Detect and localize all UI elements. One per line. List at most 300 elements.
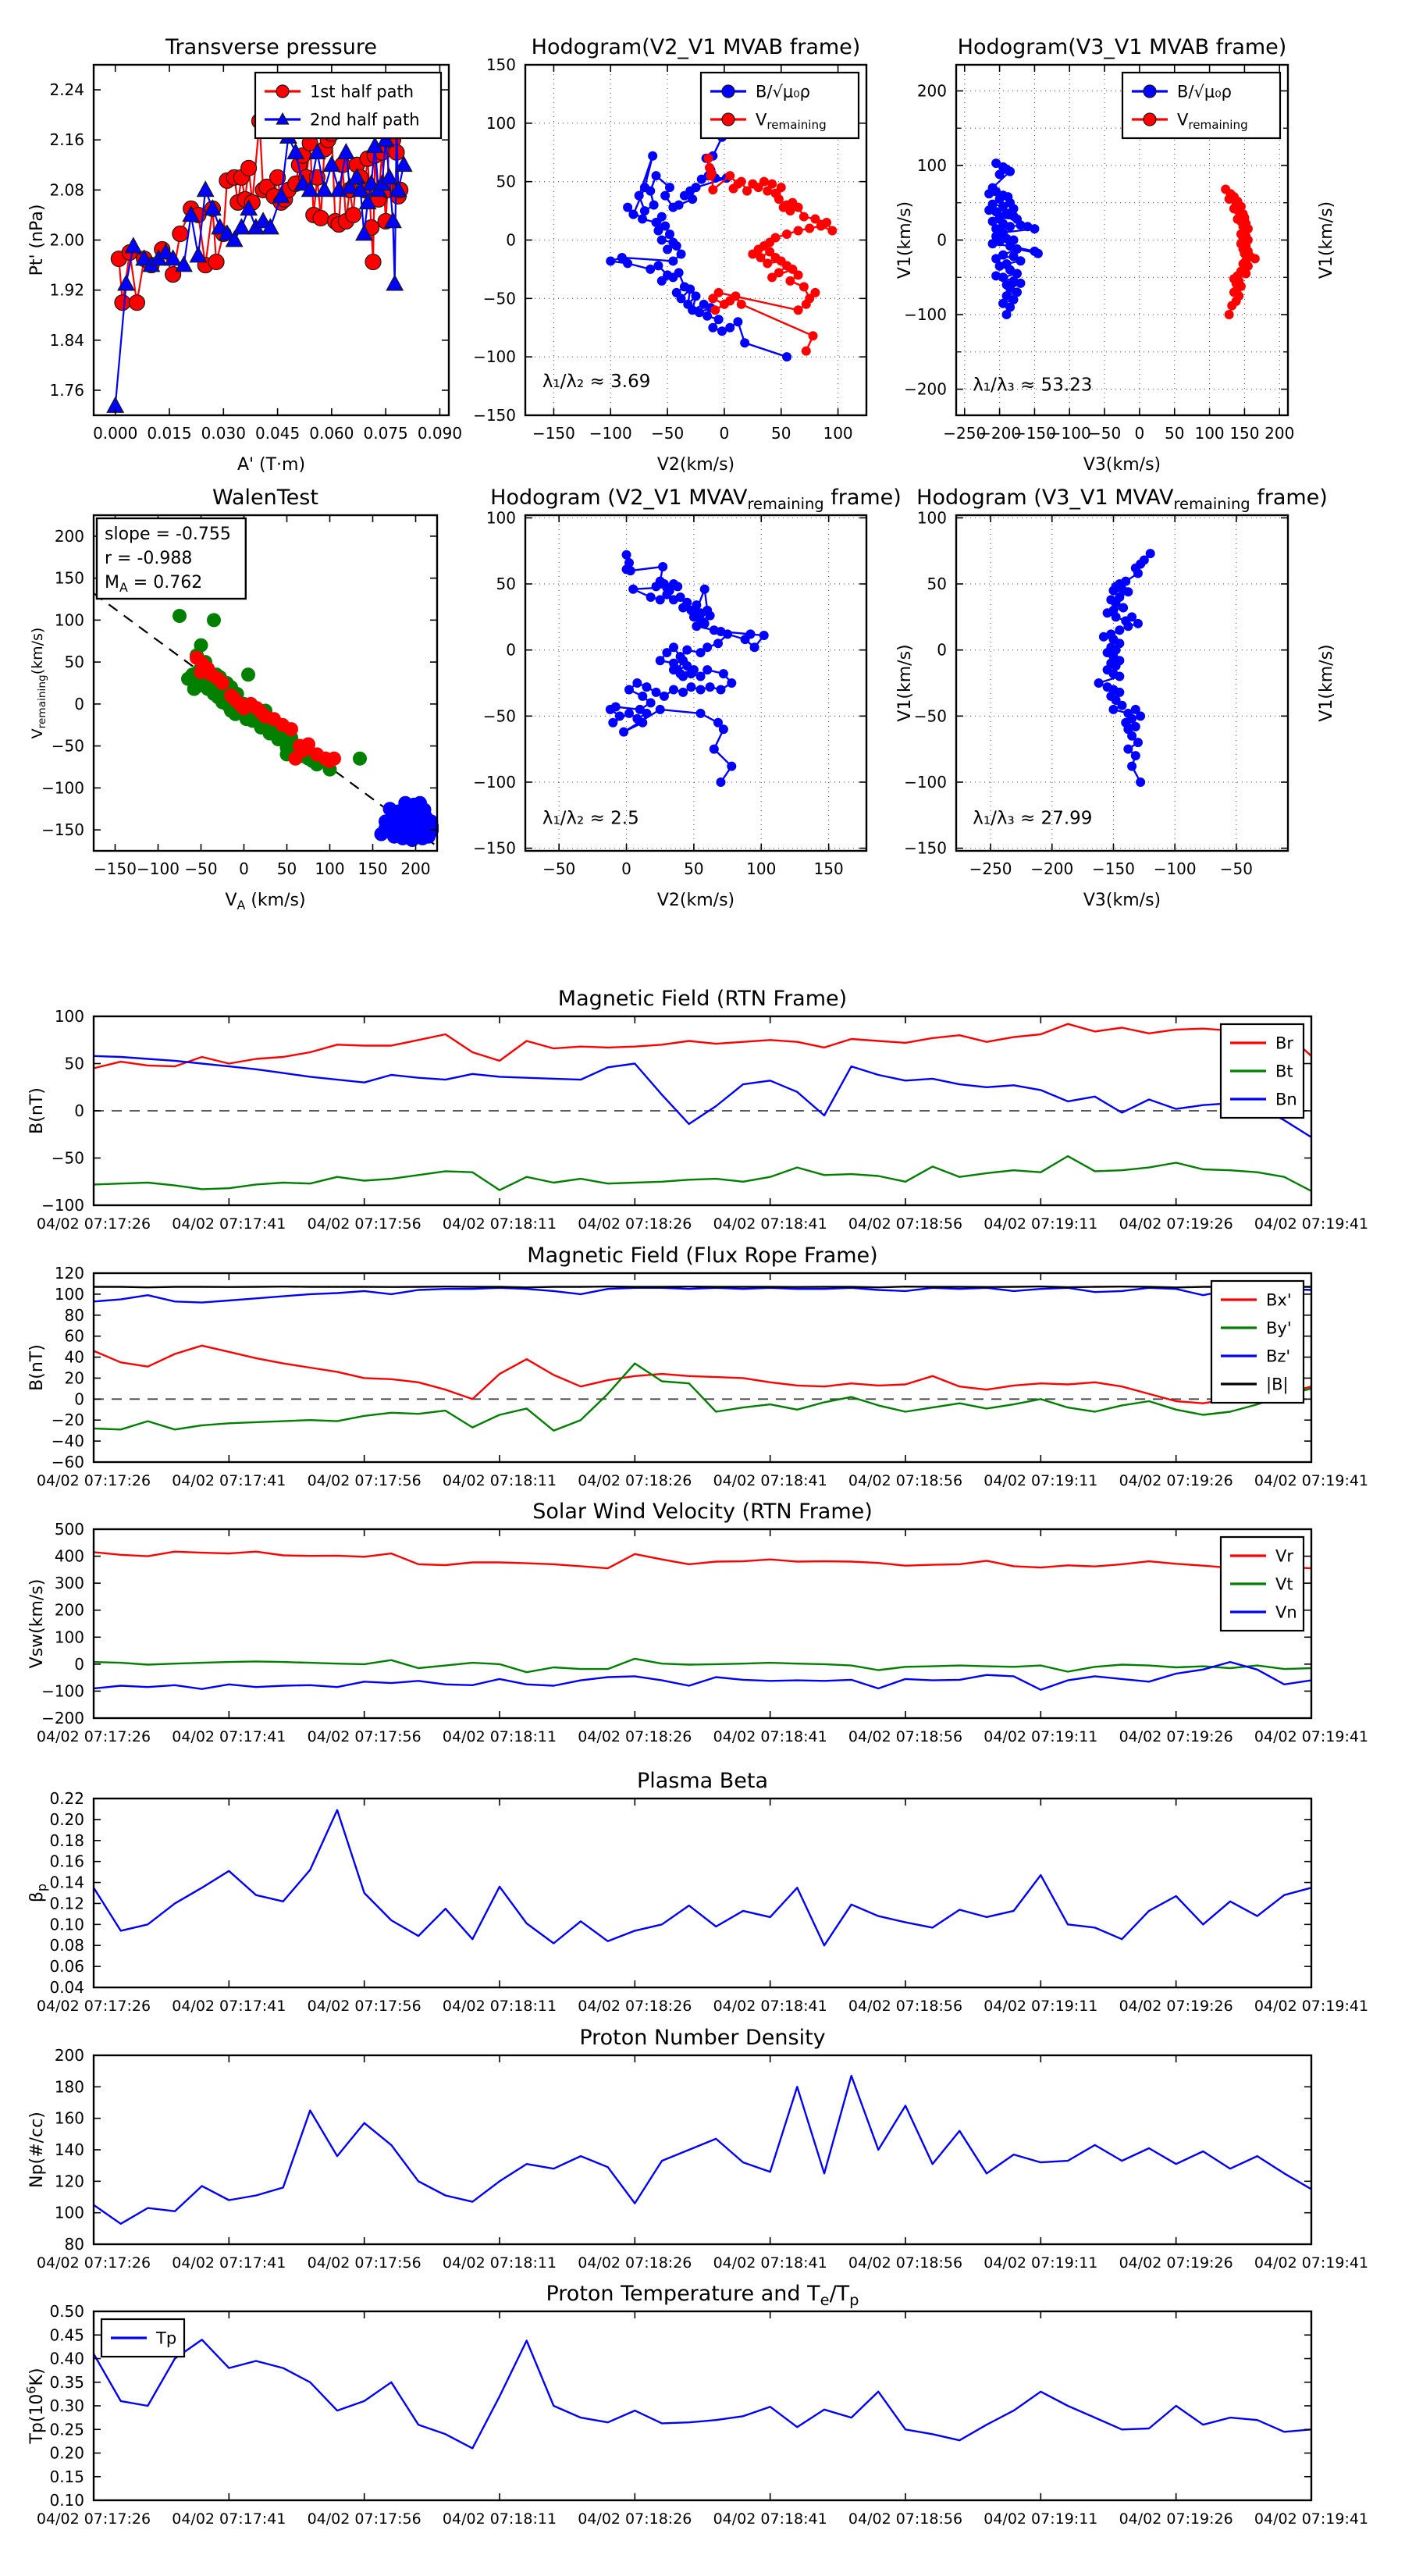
- y-tick-label: [74, 695, 84, 713]
- y-tick-label: [65, 1306, 84, 1325]
- text-part: 04/02 07:18:11: [442, 1998, 557, 2015]
- circle-marker: [737, 300, 746, 309]
- lambda-annotation: [973, 809, 1092, 829]
- y-tick-label: [937, 641, 947, 660]
- circle-marker: [1115, 625, 1124, 635]
- text-part: λ₁/λ₃ ≈ 27.99: [973, 808, 1093, 829]
- circle-marker: [794, 270, 803, 279]
- x-tick-label: [37, 1472, 151, 1489]
- text-part: 04/02 07:17:26: [36, 1472, 151, 1489]
- text-part: A: [119, 579, 128, 595]
- y-tick-label: [506, 641, 516, 660]
- circle-marker: [733, 317, 742, 326]
- circle-marker: [1119, 603, 1128, 613]
- x-tick-label: [1264, 424, 1294, 443]
- series-group: [94, 1552, 1311, 1690]
- text-part: 0: [719, 424, 730, 443]
- x-tick-label: [969, 859, 1012, 878]
- plot-frame: [94, 2311, 1311, 2500]
- legend-label: [1266, 1318, 1292, 1337]
- circle-marker: [688, 194, 697, 204]
- y-tick-label: [49, 2373, 84, 2392]
- text-part: 04/02 07:18:11: [442, 1472, 557, 1489]
- text-part: 100: [315, 859, 345, 878]
- circle-marker: [276, 85, 289, 98]
- x-axis-label: [657, 891, 735, 910]
- circle-marker: [646, 592, 656, 602]
- circle-marker: [702, 311, 712, 321]
- panel-hodogram-v3v1-mvav: [904, 486, 1336, 910]
- text-part: 04/02 07:18:41: [713, 1728, 827, 1745]
- text-part: 04/02 07:18:56: [848, 1472, 963, 1489]
- circle-marker: [680, 191, 689, 201]
- text-part: 2.24: [49, 80, 84, 100]
- text-part: 04/02 07:18:26: [578, 2254, 692, 2272]
- circle-marker: [1144, 113, 1156, 126]
- text-part: Magnetic Field (Flux Rope Frame): [527, 1244, 878, 1268]
- x-tick-label: [578, 1215, 692, 1233]
- circle-marker: [353, 752, 367, 766]
- text-part: Magnetic Field (RTN Frame): [557, 987, 848, 1011]
- panel-hodogram-v2v1-mvav: [473, 486, 915, 910]
- text-part: 04/02 07:17:41: [172, 2510, 286, 2528]
- text-part: 0.015: [147, 424, 192, 443]
- circle-marker: [740, 338, 749, 347]
- legend-label: [1275, 1603, 1297, 1621]
- circle-marker: [1016, 256, 1025, 265]
- text-part: −60: [51, 1453, 84, 1471]
- y-axis-label: [1317, 644, 1336, 721]
- panel-walen-test: [29, 486, 440, 913]
- text-part: 04/02 07:17:41: [172, 1215, 286, 1233]
- x-tick-label: [172, 2254, 286, 2272]
- text-part: 04/02 07:19:41: [1254, 1998, 1369, 2015]
- plot-frame: [956, 515, 1288, 851]
- y-axis-label: [29, 628, 48, 739]
- circle-marker: [984, 205, 994, 215]
- text-part: remaining: [1188, 117, 1248, 132]
- y-tick-label: [52, 1149, 84, 1168]
- x-tick-label: [578, 1472, 692, 1489]
- circle-marker: [774, 194, 784, 204]
- y-tick-label: [65, 1327, 84, 1346]
- text-part: 200: [400, 859, 431, 878]
- text-part: 04/02 07:19:26: [1119, 1998, 1233, 2015]
- circle-marker: [662, 648, 671, 657]
- text-part: V: [756, 110, 767, 130]
- text-part: 0: [506, 640, 516, 660]
- x-tick-label: [201, 424, 246, 443]
- text-part: 300: [54, 1574, 84, 1593]
- y-tick-label: [65, 653, 84, 671]
- x-tick-label: [37, 1998, 151, 2015]
- text-part: −50: [650, 424, 685, 443]
- text-part: V3(km/s): [1083, 455, 1161, 475]
- circle-marker: [1123, 621, 1133, 631]
- text-part: B(nT): [27, 1344, 47, 1391]
- y-tick-label: [927, 575, 947, 593]
- text-part: Br: [1275, 1034, 1294, 1053]
- panel-title: [212, 486, 318, 510]
- circle-marker: [313, 210, 329, 226]
- circle-marker: [678, 603, 688, 613]
- text-part: 100: [746, 859, 777, 878]
- text-part: By': [1266, 1318, 1292, 1338]
- text-part: 2.00: [49, 230, 84, 250]
- x-tick-label: [621, 859, 631, 878]
- y-tick-label: [49, 281, 84, 300]
- text-part: 04/02 07:17:26: [36, 1998, 151, 2015]
- text-part: V2(km/s): [656, 891, 735, 910]
- x-tick-label: [1194, 424, 1224, 443]
- y-tick-label: [49, 2396, 84, 2415]
- text-part: 50: [496, 575, 516, 594]
- y-tick-label: [41, 820, 84, 839]
- text-part: remaining: [747, 494, 824, 513]
- text-part: −200: [904, 379, 947, 399]
- circle-marker: [622, 550, 631, 560]
- circle-marker: [624, 709, 634, 718]
- panel-magnetic-field-rtn: [27, 987, 1368, 1233]
- text-part: 0.090: [417, 424, 463, 443]
- text-part: 0.25: [49, 2420, 84, 2439]
- text-part: 0.12: [49, 1894, 84, 1913]
- circle-marker: [706, 611, 715, 621]
- text-part: −150: [94, 859, 137, 878]
- y-tick-label: [49, 2444, 84, 2463]
- panel-title: [916, 486, 1328, 513]
- circle-marker: [719, 724, 728, 734]
- circle-marker: [725, 171, 735, 180]
- text-part: 04/02 07:19:11: [984, 1998, 1098, 2015]
- text-part: 100: [54, 1628, 84, 1647]
- circle-marker: [646, 265, 655, 274]
- y-tick-label: [496, 575, 516, 593]
- y-tick-label: [65, 1368, 84, 1387]
- text-part: 50: [684, 859, 704, 878]
- lambda-annotation: [973, 375, 1092, 396]
- x-tick-label: [578, 2510, 692, 2528]
- text-part: Vr: [1275, 1546, 1293, 1566]
- x-tick-label: [984, 1998, 1097, 2015]
- x-tick-label: [357, 859, 387, 878]
- circle-marker: [1133, 568, 1143, 578]
- circle-marker: [995, 262, 1005, 271]
- y-tick-label: [49, 381, 84, 400]
- triangle-marker: [233, 219, 250, 233]
- text-part: −100: [904, 305, 947, 325]
- circle-marker: [719, 669, 728, 678]
- y-tick-label: [52, 1453, 84, 1471]
- x-tick-label: [1229, 424, 1259, 443]
- text-part: /T: [829, 2282, 850, 2306]
- y-tick-label: [49, 130, 84, 149]
- circle-marker: [991, 271, 1001, 280]
- text-part: e: [820, 2290, 830, 2309]
- text-part: 0.30: [49, 2396, 84, 2415]
- circle-marker: [1005, 167, 1015, 176]
- stats-line: [105, 549, 192, 568]
- y-tick-label: [55, 1007, 84, 1026]
- y-tick-label: [74, 1655, 84, 1674]
- x-tick-label: [746, 859, 776, 878]
- text-part: 180: [54, 2077, 84, 2097]
- text-part: λ₁/λ₃ ≈ 53.23: [973, 375, 1093, 396]
- circle-marker: [707, 169, 717, 178]
- circle-marker: [1123, 745, 1133, 754]
- x-tick-label: [1220, 859, 1253, 878]
- panel-hodogram-v3v1-mvab: [904, 35, 1336, 475]
- legend-label: [1275, 1090, 1297, 1108]
- panel-proton-number-density: [27, 2026, 1368, 2272]
- circle-marker: [1094, 678, 1104, 688]
- x-tick-label: [147, 424, 191, 443]
- x-tick-label: [172, 1215, 286, 1233]
- x-tick-label: [277, 859, 297, 878]
- circle-marker: [692, 621, 701, 631]
- y-tick-label: [486, 55, 516, 74]
- series-group: [94, 2076, 1311, 2224]
- circle-marker: [794, 203, 803, 212]
- text-part: 0: [74, 694, 84, 713]
- x-tick-label: [184, 859, 217, 878]
- y-tick-label: [49, 231, 84, 250]
- text-part: 100: [54, 610, 84, 630]
- text-part: 0: [937, 640, 947, 660]
- text-part: 04/02 07:18:56: [848, 2510, 963, 2528]
- text-part: Bz': [1266, 1347, 1291, 1366]
- circle-marker: [794, 305, 803, 315]
- legend-label: [1177, 82, 1232, 101]
- plot-frame: [94, 1273, 1311, 1462]
- text-part: −150: [1012, 424, 1056, 443]
- series-By': [94, 1364, 1311, 1431]
- x-tick-label: [848, 1998, 962, 2015]
- circle-marker: [750, 642, 759, 652]
- text-part: 2.08: [49, 180, 84, 200]
- x-tick-label: [94, 859, 137, 878]
- y-tick-label: [486, 508, 516, 527]
- text-part: 04/02 07:19:26: [1119, 2254, 1233, 2272]
- y-tick-label: [74, 1101, 84, 1120]
- x-axis-label: [237, 455, 305, 475]
- text-part: 04/02 07:18:26: [578, 2510, 692, 2528]
- text-part: 150: [1229, 424, 1260, 443]
- circle-marker: [717, 326, 727, 336]
- x-tick-label: [1254, 1472, 1368, 1489]
- text-part: 150: [357, 859, 388, 878]
- circle-marker: [668, 203, 678, 212]
- circle-marker: [696, 672, 706, 681]
- text-part: −250: [969, 859, 1012, 878]
- text-part: −20: [51, 1411, 84, 1430]
- text-part: 0.045: [254, 424, 301, 443]
- circle-marker: [1103, 608, 1112, 617]
- circle-marker: [1136, 777, 1145, 787]
- circle-marker: [767, 272, 777, 282]
- text-part: |B|: [1266, 1375, 1289, 1394]
- circle-marker: [411, 799, 425, 813]
- panel-proton-temperature: [24, 2282, 1368, 2528]
- text-part: 04/02 07:18:11: [442, 1215, 557, 1233]
- circle-marker: [802, 347, 811, 356]
- panel-title: [527, 1244, 877, 1268]
- x-tick-label: [308, 2510, 422, 2528]
- y-tick-label: [917, 508, 947, 527]
- circle-marker: [1225, 310, 1234, 319]
- y-tick-label: [917, 156, 947, 175]
- circle-marker: [696, 709, 706, 718]
- text-part: B/√μ₀ρ: [1177, 82, 1232, 101]
- circle-marker: [1030, 224, 1039, 233]
- text-part: p: [849, 2290, 859, 2309]
- text-part: 200: [54, 2046, 84, 2065]
- text-part: B/√μ₀ρ: [756, 82, 810, 101]
- text-part: −100: [1153, 859, 1197, 878]
- circle-marker: [678, 688, 688, 697]
- y-tick-label: [52, 737, 84, 756]
- text-part: 04/02 07:19:11: [984, 1472, 1098, 1489]
- text-part: 04/02 07:18:56: [848, 1215, 963, 1233]
- text-part: 04/02 07:19:41: [1254, 1215, 1369, 1233]
- text-part: Hodogram (V3_V1 MVAV: [916, 486, 1174, 510]
- circle-marker: [686, 682, 695, 692]
- text-part: 04/02 07:17:56: [307, 1215, 422, 1233]
- circle-marker: [1144, 85, 1156, 98]
- text-part: 0.060: [309, 424, 354, 443]
- circle-marker: [702, 665, 712, 674]
- text-part: 80: [64, 2235, 84, 2254]
- circle-marker: [809, 331, 818, 340]
- circle-marker: [1112, 661, 1121, 671]
- y-tick-label: [65, 2235, 84, 2254]
- circle-marker: [674, 268, 684, 277]
- y-tick-label: [49, 2302, 84, 2321]
- x-tick-label: [823, 424, 852, 443]
- text-part: −100: [473, 347, 516, 367]
- panel-solar-wind-velocity: [27, 1500, 1368, 1745]
- legend-label: [310, 82, 414, 101]
- circle-marker: [748, 249, 757, 258]
- text-part: Solar Wind Velocity (RTN Frame): [532, 1500, 873, 1524]
- circle-marker: [642, 709, 651, 718]
- panel-title: [637, 1769, 768, 1793]
- text-part: 04/02 07:19:26: [1119, 1215, 1233, 1233]
- x-tick-label: [172, 2510, 286, 2528]
- x-tick-label: [443, 1728, 557, 1745]
- text-part: 0: [621, 859, 631, 878]
- circle-marker: [759, 177, 769, 187]
- series-Bx': [94, 1346, 1311, 1404]
- circle-marker: [663, 244, 672, 254]
- text-part: 04/02 07:18:11: [442, 1728, 557, 1745]
- y-tick-label: [55, 2204, 84, 2222]
- text-part: 04/02 07:18:56: [848, 2254, 963, 2272]
- text-part: Hodogram(V2_V1 MVAB frame): [531, 35, 861, 59]
- y-tick-label: [49, 2467, 84, 2486]
- circle-marker: [700, 619, 710, 628]
- text-part: Vsw(km/s): [27, 1578, 47, 1669]
- text-part: remaining: [36, 674, 49, 729]
- x-tick-label: [172, 1472, 286, 1489]
- text-part: 0.18: [49, 1831, 84, 1850]
- x-tick-label: [308, 1215, 422, 1233]
- x-tick-label: [1119, 1215, 1233, 1233]
- text-part: 04/02 07:19:11: [984, 2254, 1098, 2272]
- circle-marker: [696, 648, 706, 657]
- legend-label: [1275, 1546, 1293, 1565]
- text-part: 04/02 07:19:26: [1119, 1472, 1233, 1489]
- x-tick-label: [713, 1998, 827, 2015]
- y-tick-label: [49, 1852, 84, 1871]
- text-part: −200: [41, 1709, 84, 1727]
- series-Bz': [94, 1288, 1311, 1303]
- x-tick-label: [848, 2254, 962, 2272]
- y-tick-label: [49, 1873, 84, 1892]
- x-tick-label: [255, 424, 300, 443]
- circle-marker: [424, 814, 438, 828]
- lambda-annotation: [542, 372, 651, 392]
- circle-marker: [640, 206, 649, 215]
- circle-marker: [652, 582, 661, 591]
- panel-hodogram-v2v1-mvab: [473, 35, 915, 475]
- circle-marker: [708, 323, 717, 333]
- text-part: V1(km/s): [1317, 201, 1336, 279]
- y-axis-label: [27, 1344, 47, 1391]
- series-Vn: [94, 1662, 1311, 1690]
- y-tick-label: [473, 773, 516, 792]
- x-tick-label: [848, 1215, 962, 1233]
- text-part: 100: [54, 2203, 84, 2222]
- circle-marker: [785, 206, 795, 215]
- text-part: 500: [54, 1520, 84, 1539]
- series-Np: [94, 2076, 1311, 2224]
- x-tick-label: [848, 2510, 962, 2528]
- panel-transverse-pressure: [27, 35, 462, 475]
- circle-marker: [623, 203, 632, 212]
- text-part: A' (T·m): [237, 455, 306, 475]
- text-part: 0.20: [49, 1809, 84, 1829]
- y-tick-label: [55, 1264, 84, 1283]
- x-tick-label: [308, 1728, 422, 1745]
- text-part: 04/02 07:18:26: [578, 1215, 692, 1233]
- x-tick-label: [1119, 1472, 1233, 1489]
- text-part: frame): [1250, 486, 1328, 510]
- circle-marker: [658, 562, 667, 571]
- text-part: 0: [74, 1101, 84, 1120]
- text-part: 0.000: [93, 424, 138, 443]
- circle-marker: [653, 261, 663, 270]
- text-part: −50: [51, 736, 84, 756]
- y-tick-label: [904, 305, 947, 324]
- circle-marker: [657, 236, 667, 245]
- series-Br: [94, 1024, 1311, 1069]
- x-tick-label: [542, 859, 575, 878]
- legend-label: [1275, 1062, 1293, 1080]
- text-part: 04/02 07:17:41: [172, 1728, 286, 1745]
- text-part: 0.16: [49, 1852, 84, 1871]
- x-tick-label: [984, 2254, 1097, 2272]
- text-part: 0.08: [49, 1936, 84, 1955]
- x-tick-label: [1092, 859, 1135, 878]
- text-part: −50: [1219, 859, 1253, 878]
- text-part: 400: [54, 1546, 84, 1566]
- x-tick-label: [651, 424, 684, 443]
- y-tick-label: [55, 569, 84, 588]
- x-tick-label: [1154, 859, 1197, 878]
- y-tick-label: [55, 2140, 84, 2159]
- y-tick-label: [49, 180, 84, 199]
